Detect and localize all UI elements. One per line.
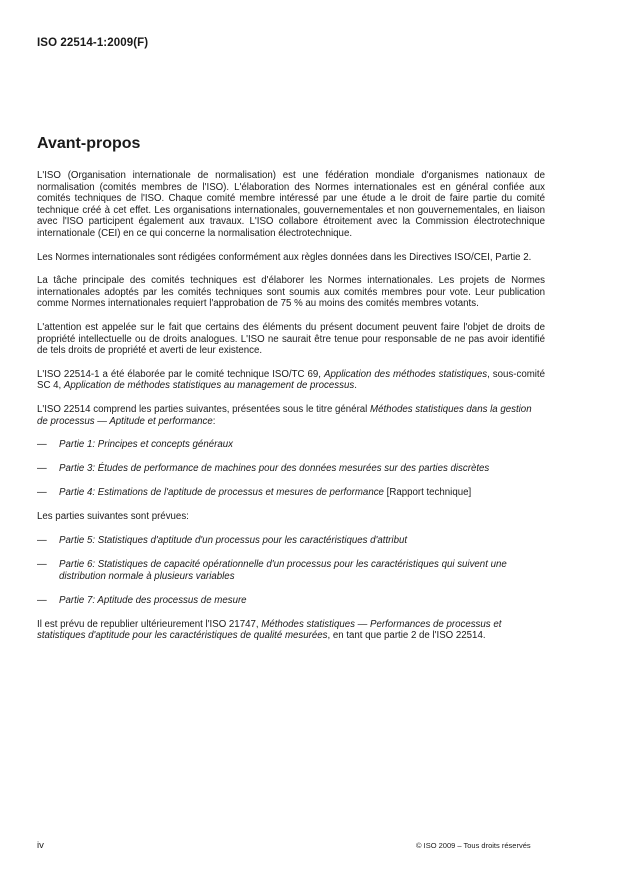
paragraph-republication: Il est prévu de republier ultérieurement l'ISO 21747, Méthodes statistiques — Performances de processus et statistiques d'aptitude pour les caractéristiques de qualité mesurées, en tant que partie 2 de l'ISO 22514. (37, 618, 502, 642)
list-item-part-4: — Partie 4: Estimations de l'aptitude de processus et mesures de performance [Rapport technique] (37, 487, 472, 499)
list-item-part-5: — Partie 5: Statistiques d'aptitude d'un processus pour les caractéristiques d'attribut (37, 534, 408, 546)
dash-bullet: — (37, 559, 47, 571)
paragraph-patent-rights: L'attention est appelée sur le fait que certains des éléments du présent document peuvent faire l'objet de droits de propriété intellectuelle ou de droits analogues. L'ISO ne saurait être tenue pour responsable de ne pas avoir identifié de tels droits de propriété et averti de leur existence. (37, 321, 545, 357)
copyright-notice: © ISO 2009 – Tous droits réservés (416, 841, 531, 850)
page-number: iv (37, 840, 44, 851)
dash-bullet: — (37, 534, 47, 546)
paragraph-planned-parts: Les parties suivantes sont prévues: (37, 511, 189, 523)
document-id-header: ISO 22514-1:2009(F) (37, 37, 149, 49)
foreword-body (37, 170, 545, 654)
paragraph-parts-intro: L'ISO 22514 comprend les parties suivantes, présentées sous le titre général Méthodes statistiques dans la gestion de processus — Aptitude et performance: (37, 403, 532, 427)
list-item-part-7: — Partie 7: Aptitude des processus de mesure (37, 594, 247, 606)
list-item-part-3: — Partie 3: Études de performance de machines pour des données mesurées sur des parties discrètes (37, 463, 490, 475)
paragraph-prepared-by: L'ISO 22514-1 a été élaborée par le comité technique ISO/TC 69, Application des méthodes statistiques, sous-comité SC 4, Application de méthodes statistiques au management de processus. (37, 368, 546, 392)
dash-bullet: — (37, 594, 47, 606)
paragraph-iso-intro: L'ISO (Organisation internationale de normalisation) est une fédération mondiale d'organismes nationaux de normalisation (comités membres de l'ISO). L'élaboration des Normes internationales est en général confiée aux comités techniques de l'ISO. Chaque comité membre intéressé par une étude a le droit de faire partie du comité technique créé à cet effet. Les organisations internationales, gouvernementales et non gouvernementales, en liaison avec l'ISO participent également aux travaux. L'ISO collabore étroitement avec la Commission électrotechnique internationale (CEI) en ce qui concerne la normalisation électrotechnique. (37, 170, 545, 239)
paragraph-technical-committees: La tâche principale des comités techniques est d'élaborer les Normes internationales. Les projets de Normes internationales adoptés par les comités techniques sont soumis aux comités membres pour vote. Leur publication comme Normes internationales requiert l'approbation de 75 % au moins des comités membres votants. (37, 275, 545, 310)
page-title: Avant-propos (37, 135, 141, 152)
list-item-part-1: — Partie 1: Principes et concepts généraux (37, 439, 233, 451)
dash-bullet: — (37, 439, 47, 451)
dash-bullet: — (37, 487, 47, 499)
dash-bullet: — (37, 463, 47, 475)
paragraph-directives: Les Normes internationales sont rédigées conformément aux règles données dans les Directives ISO/CEI, Partie 2. (37, 251, 532, 263)
list-item-part-6: — Partie 6: Statistiques de capacité opérationnelle d'un processus pour les caractéristiques qui suivent une distribution normale à plusieurs variables (37, 559, 507, 582)
